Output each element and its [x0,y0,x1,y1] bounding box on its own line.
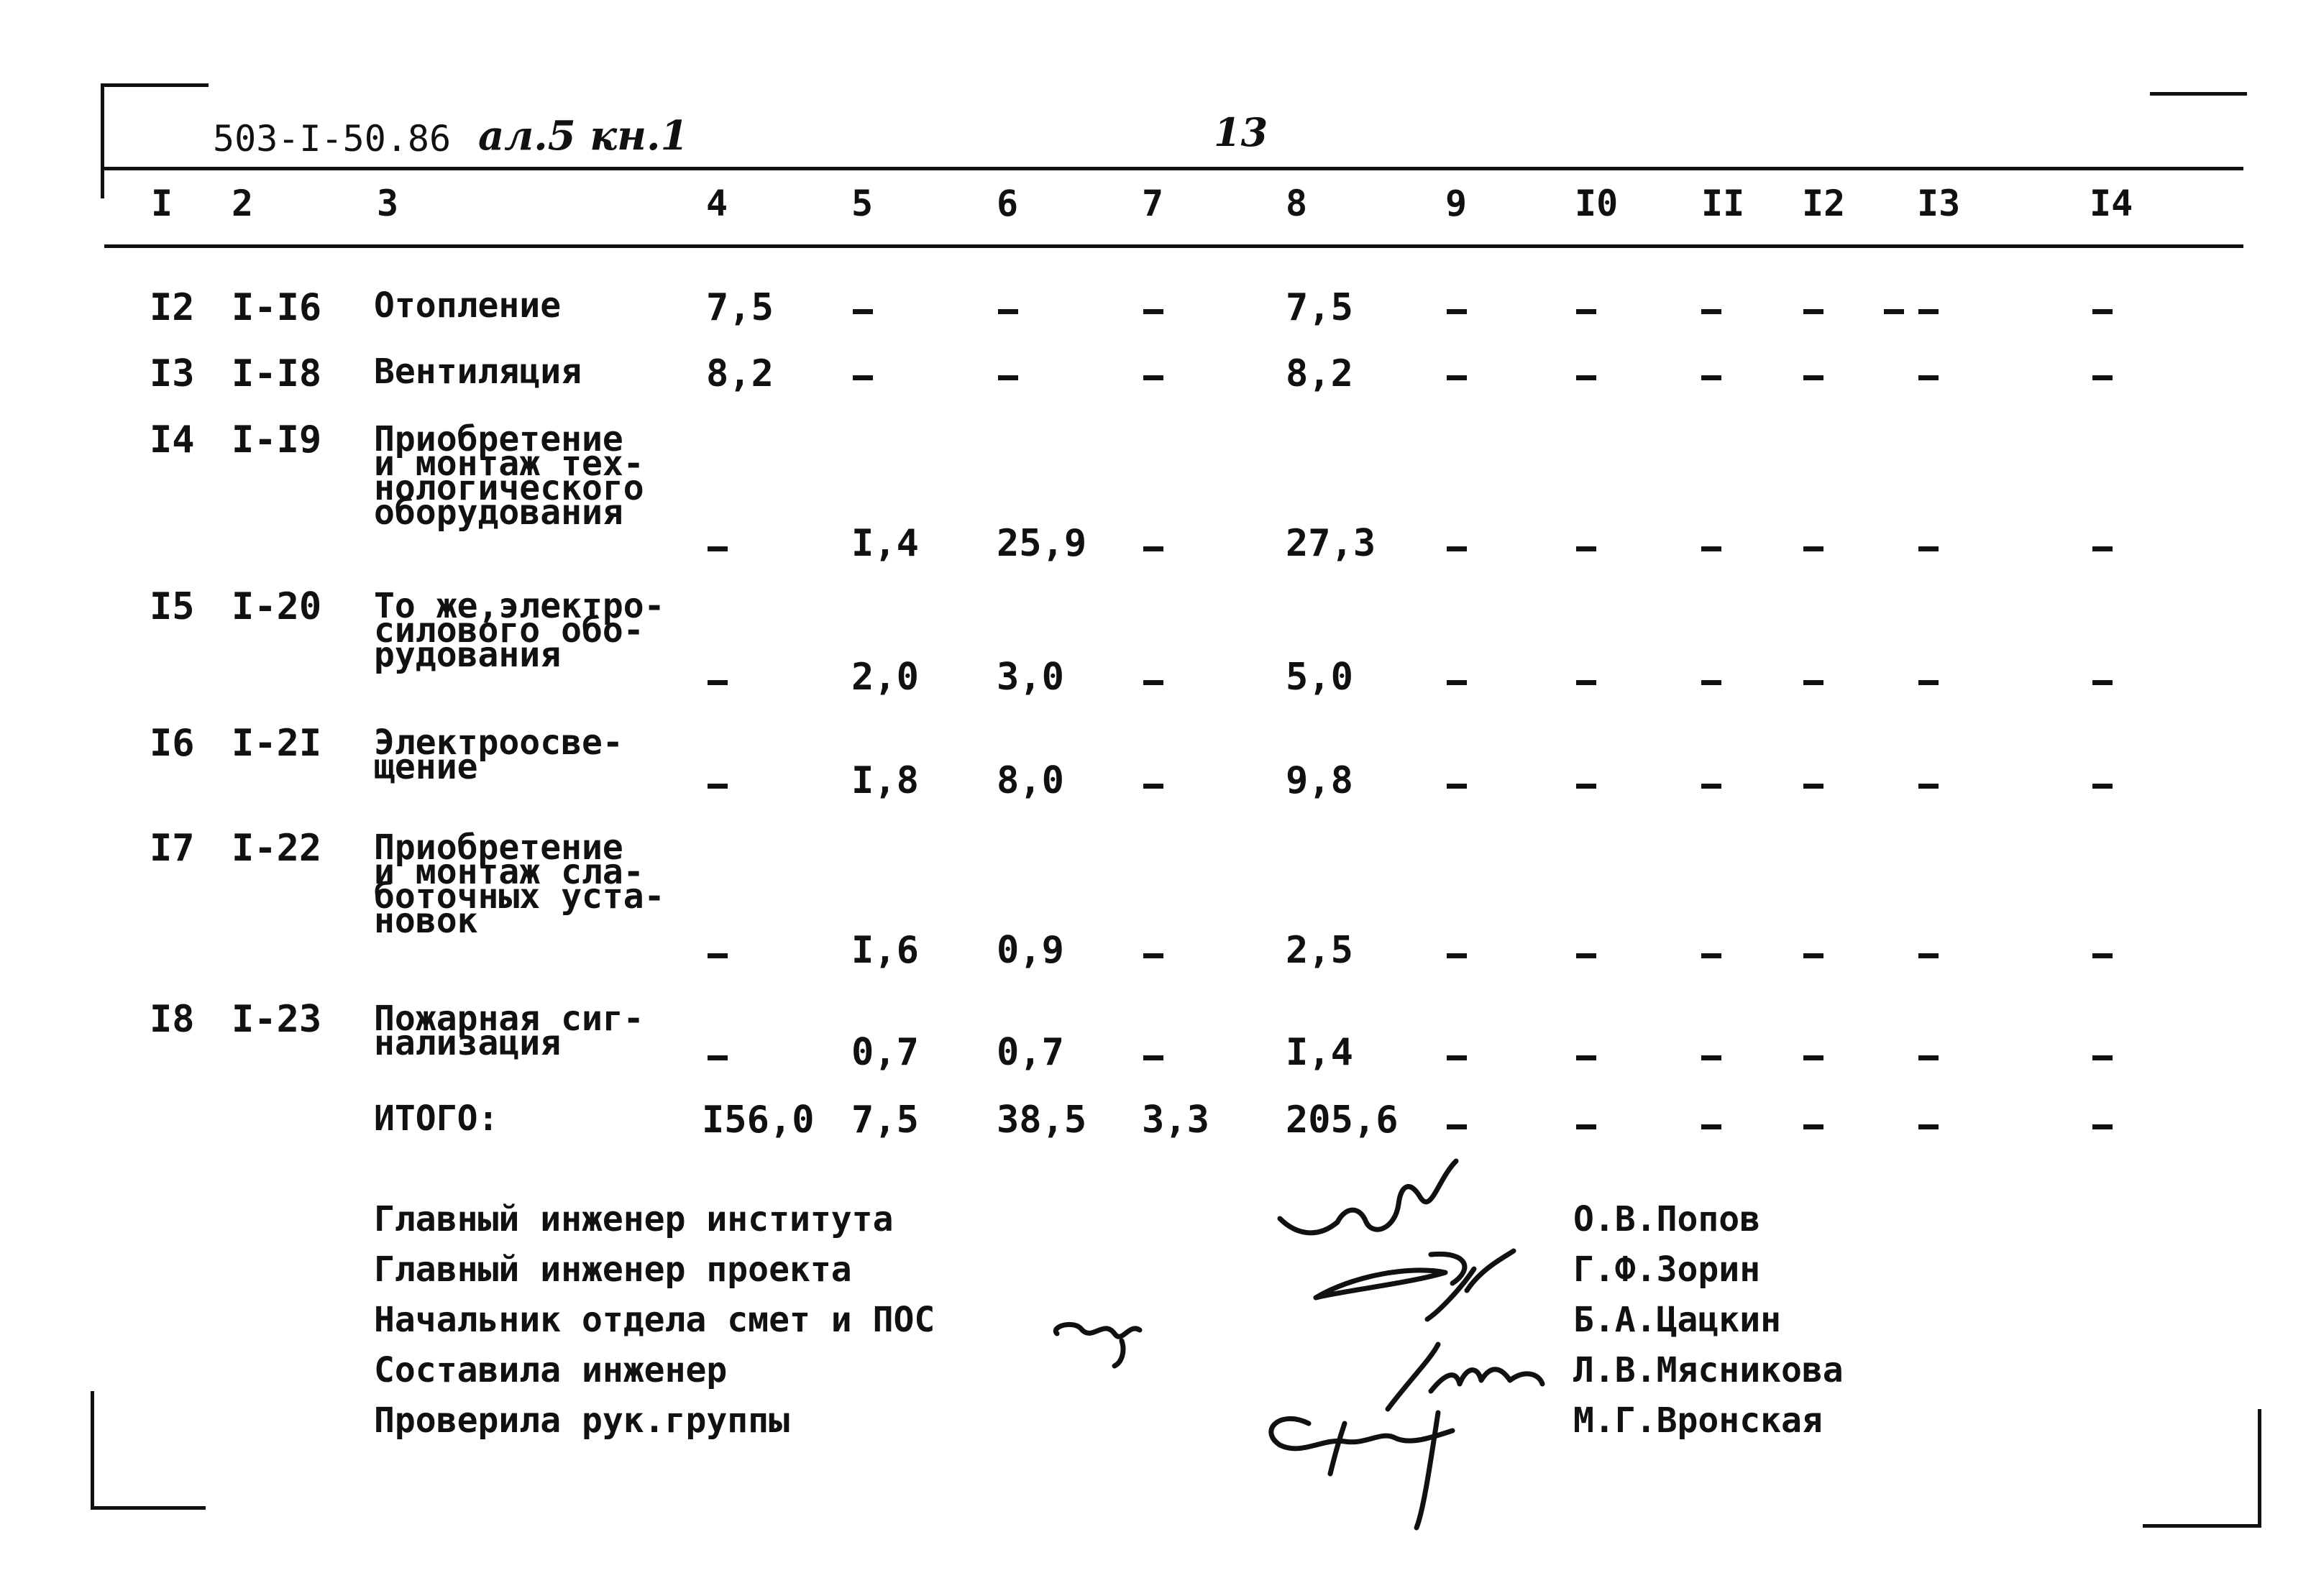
total-col6: 38,5 [997,1099,1087,1142]
column-header-9: 9 [1445,183,1468,224]
row-description: Пожарная сиг- нализация [374,999,644,1063]
dash-mark [1918,680,1939,685]
dash-mark [708,784,728,789]
frame-corner-bottom-right-v [2258,1409,2261,1528]
column-header-12: I2 [1802,183,1846,224]
dash-mark [1576,375,1596,380]
dash-mark [1447,784,1467,789]
total-label: ИТОГО: [374,1099,499,1139]
column-header-13: I3 [1917,183,1961,224]
row-description: Электроосве- щение [374,723,623,787]
row-code: I-22 [232,827,322,870]
total-col7: 3,3 [1142,1099,1209,1142]
cell-col8: 27,3 [1286,522,1376,565]
document-code: 503-I-50.86 [213,118,452,160]
column-header-10: I0 [1575,183,1619,224]
row-number: I4 [150,418,195,462]
signature-role: Начальник отдела смет и ПОС [374,1300,935,1340]
signature-role: Главный инженер проекта [374,1249,852,1290]
cell-col8: 5,0 [1286,656,1353,699]
dash-mark [1701,1055,1721,1060]
dash-mark [1143,784,1163,789]
frame-corner-bottom-left-v [91,1391,94,1510]
cell-col5: I,6 [851,929,919,972]
dash-mark [1576,784,1596,789]
dash-mark [2092,1124,2113,1129]
dash-mark [1918,546,1939,551]
dash-mark [1884,309,1904,314]
dash-mark [1447,546,1467,551]
cell-col8: 9,8 [1286,759,1353,802]
cell-col5: 0,7 [851,1031,919,1074]
cell-col6: 8,0 [997,759,1064,802]
dash-mark [1576,309,1596,314]
total-col8: 205,6 [1286,1099,1399,1142]
page-number: 13 [1214,109,1268,155]
signature-name: М.Г.Вронская [1573,1400,1823,1441]
signature-role: Главный инженер института [374,1199,894,1239]
cell-col6: 0,9 [997,929,1064,972]
total-col4: I56,0 [702,1099,815,1142]
dash-mark [1447,680,1467,685]
dash-mark [1803,1124,1823,1129]
row-description: Приобретение и монтаж сла- боточных уста- новок [374,827,665,941]
dash-mark [1576,953,1596,958]
dash-mark [2092,546,2113,551]
dash-mark [1918,1124,1939,1129]
cell-col8: 2,5 [1286,929,1353,972]
dash-mark [1447,1055,1467,1060]
column-header-14: I4 [2090,183,2133,224]
dash-mark [1918,953,1939,958]
cell-col6: 25,9 [997,522,1087,565]
document-code-handwritten: ал.5 кн.1 [478,112,689,160]
dash-mark [2092,375,2113,380]
signature-name: Л.В.Мясникова [1573,1350,1844,1390]
dash-mark [1803,375,1823,380]
dash-mark [1143,309,1163,314]
signature-name: О.В.Попов [1573,1199,1761,1239]
frame-corner-bottom-left-h [91,1506,206,1510]
table-top-rule [104,167,2243,170]
dash-mark [1447,1124,1467,1129]
row-code: I-23 [232,998,322,1041]
row-number: I3 [150,352,195,395]
handwritten-signatures [1007,1136,1582,1538]
dash-mark [2092,309,2113,314]
cell-col8: 7,5 [1286,286,1353,329]
row-description: Отопление [374,285,562,326]
row-code: I-20 [232,585,322,628]
column-header-5: 5 [851,183,874,224]
row-code: I-2I [232,722,322,765]
dash-mark [1143,680,1163,685]
dash-mark [2092,953,2113,958]
dash-mark [2092,1055,2113,1060]
dash-mark [1918,1055,1939,1060]
column-header-2: 2 [232,183,254,224]
column-header-4: 4 [706,183,728,224]
frame-corner-top-right-h [2150,92,2247,96]
dash-mark [1803,309,1823,314]
dash-mark [1701,546,1721,551]
dash-mark [853,375,873,380]
dash-mark [1918,309,1939,314]
dash-mark [708,953,728,958]
dash-mark [1701,784,1721,789]
frame-corner-top-left-v [101,83,104,198]
row-description: Вентиляция [374,352,582,392]
table-header-rule [104,244,2243,248]
dash-mark [853,309,873,314]
row-description: Приобретение и монтаж тех- нологического оборудования [374,419,644,533]
dash-mark [1701,1124,1721,1129]
dash-mark [1447,309,1467,314]
dash-mark [1803,784,1823,789]
dash-mark [1701,309,1721,314]
dash-mark [1803,953,1823,958]
dash-mark [998,309,1018,314]
dash-mark [998,375,1018,380]
cell-col4: 7,5 [706,286,774,329]
column-header-1: I [151,183,173,224]
signature-name: Г.Ф.Зорин [1573,1249,1761,1290]
cell-col5: I,8 [851,759,919,802]
signature-role: Составила инженер [374,1350,728,1390]
row-number: I5 [150,585,195,628]
total-col5: 7,5 [851,1099,919,1142]
cell-col5: I,4 [851,522,919,565]
dash-mark [708,546,728,551]
cell-col8: 8,2 [1286,352,1353,395]
column-header-8: 8 [1286,183,1308,224]
column-header-6: 6 [997,183,1019,224]
frame-corner-bottom-right-h [2143,1524,2261,1528]
signature-name: Б.А.Цацкин [1573,1300,1781,1340]
column-header-7: 7 [1142,183,1164,224]
dash-mark [1803,1055,1823,1060]
dash-mark [1803,546,1823,551]
row-code: I-I9 [232,418,322,462]
dash-mark [708,1055,728,1060]
dash-mark [1143,546,1163,551]
dash-mark [1447,375,1467,380]
dash-mark [2092,680,2113,685]
row-number: I8 [150,998,195,1041]
dash-mark [1143,1055,1163,1060]
dash-mark [708,680,728,685]
dash-mark [1701,680,1721,685]
dash-mark [1576,1124,1596,1129]
cell-col5: 2,0 [851,656,919,699]
frame-corner-top-left-h [101,83,209,87]
column-header-3: 3 [377,183,399,224]
dash-mark [1803,680,1823,685]
dash-mark [1143,953,1163,958]
signature-role: Проверила рук.группы [374,1400,790,1441]
dash-mark [1447,953,1467,958]
row-code: I-I6 [232,286,322,329]
dash-mark [1918,784,1939,789]
dash-mark [1576,1055,1596,1060]
cell-col4: 8,2 [706,352,774,395]
row-number: I6 [150,722,195,765]
cell-col6: 3,0 [997,656,1064,699]
row-number: I2 [150,286,195,329]
row-code: I-I8 [232,352,322,395]
dash-mark [1918,375,1939,380]
row-number: I7 [150,827,195,870]
dash-mark [1576,680,1596,685]
dash-mark [1143,375,1163,380]
dash-mark [2092,784,2113,789]
dash-mark [1701,953,1721,958]
row-description: То же,электро- силового обо- рудования [374,586,665,675]
cell-col6: 0,7 [997,1031,1064,1074]
column-header-11: II [1701,183,1745,224]
cell-col8: I,4 [1286,1031,1353,1074]
dash-mark [1576,546,1596,551]
dash-mark [1701,375,1721,380]
